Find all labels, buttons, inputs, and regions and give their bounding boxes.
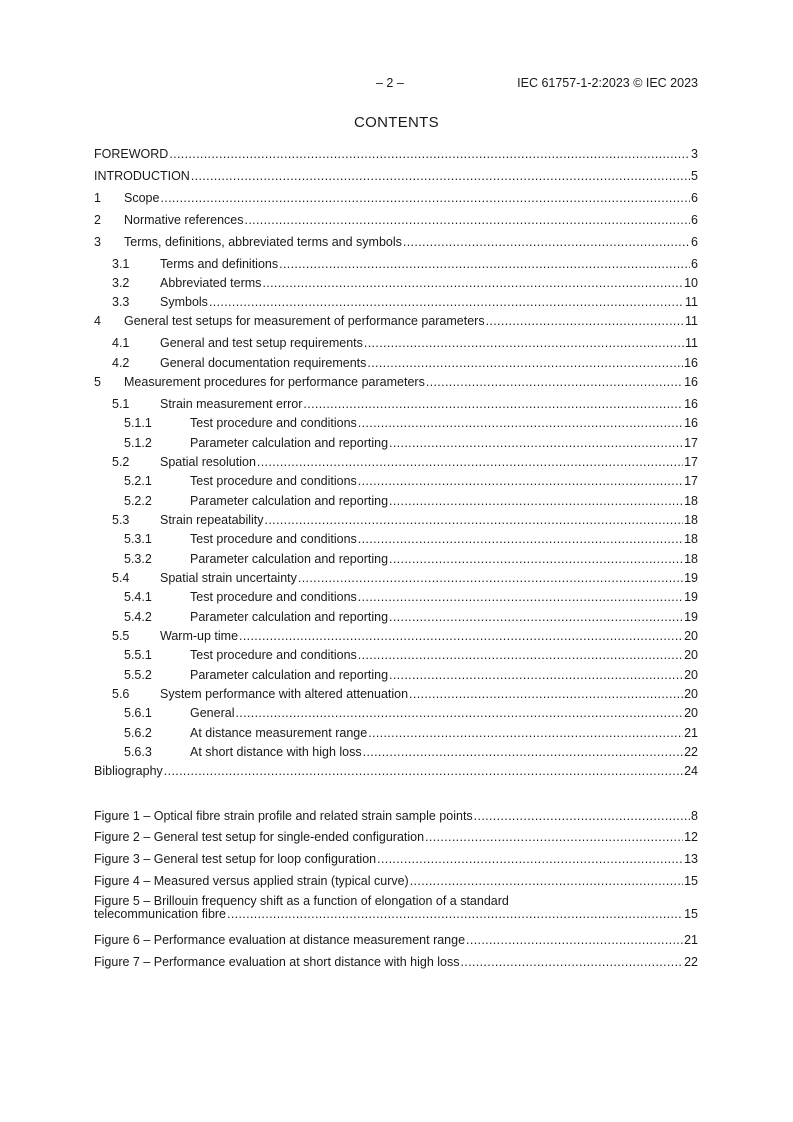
toc-entry-number: 5.3.2 — [124, 552, 152, 566]
toc-entry[interactable] — [94, 454, 698, 470]
dot-leader — [227, 908, 683, 921]
dot-leader — [389, 493, 683, 509]
dot-leader — [368, 725, 683, 741]
figure-entry[interactable] — [94, 873, 698, 889]
dot-leader — [169, 146, 690, 162]
dot-leader — [160, 190, 690, 206]
toc-entry[interactable] — [94, 570, 698, 586]
toc-entry[interactable] — [94, 256, 698, 272]
toc-entry[interactable] — [94, 667, 698, 683]
figure-entry-page: 13 — [684, 852, 698, 866]
toc-entry-number: 5.2.1 — [124, 474, 152, 488]
dot-leader — [389, 667, 683, 683]
figure-entry-title: Figure 2 – General test setup for single-ended configuration — [94, 830, 425, 844]
toc-entry-title: Strain measurement error — [160, 397, 303, 411]
dot-leader — [403, 234, 690, 250]
figure-entry-title: Figure 7 – Performance evaluation at short distance with high loss — [94, 955, 460, 969]
dot-leader — [191, 168, 690, 184]
toc-entry-page: 20 — [684, 668, 698, 682]
toc-entry-page: 18 — [684, 532, 698, 546]
dot-leader — [358, 647, 683, 663]
dot-leader — [389, 609, 683, 625]
dot-leader — [426, 374, 683, 390]
toc-entry-title: Test procedure and conditions — [190, 590, 357, 604]
toc-entry-title: Strain repeatability — [160, 513, 264, 527]
figure-entry-title: Figure 5 – Brillouin frequency shift as a function of elongation of a standard — [94, 894, 509, 908]
contents-title: CONTENTS — [354, 114, 439, 131]
toc-entry-number: 4.2 — [112, 356, 130, 370]
toc-entry-page: 21 — [684, 726, 698, 740]
dot-leader — [279, 256, 690, 272]
toc-entry-page: 20 — [684, 648, 698, 662]
figure-entry-title-cont: telecommunication fibre — [94, 907, 227, 921]
toc-entry-page: 16 — [684, 356, 698, 370]
dot-leader — [235, 705, 683, 721]
toc-entry-title: At distance measurement range — [190, 726, 368, 740]
dot-leader — [358, 531, 683, 547]
dot-leader — [239, 628, 683, 644]
toc-entry-page: 17 — [684, 474, 698, 488]
dot-leader — [257, 454, 683, 470]
toc-entry-page: 20 — [684, 629, 698, 643]
toc-entry-title: Abbreviated terms — [160, 276, 262, 290]
toc-entry-number: 5.4.2 — [124, 610, 152, 624]
toc-entry-number: 4.1 — [112, 336, 130, 350]
toc-entry-page: 18 — [684, 513, 698, 527]
figure-entry-page: 15 — [684, 874, 698, 888]
figure-entry[interactable] — [94, 808, 698, 824]
toc-entry[interactable] — [94, 313, 698, 329]
toc-entry-number: 5.1.1 — [124, 416, 152, 430]
toc-entry-number: 1 — [94, 191, 101, 205]
toc-entry[interactable] — [94, 493, 698, 509]
dot-leader — [486, 313, 684, 329]
figure-entry-page: 8 — [691, 809, 698, 823]
figure-entry-title: Figure 1 – Optical fibre strain profile and related strain sample points — [94, 809, 473, 823]
toc-entry-number: 5.1.2 — [124, 436, 152, 450]
figure-entry[interactable] — [94, 851, 698, 867]
dot-leader — [358, 473, 683, 489]
toc-entry[interactable] — [94, 551, 698, 567]
dot-leader — [298, 570, 683, 586]
toc-entry-page: 17 — [684, 455, 698, 469]
toc-entry[interactable] — [94, 146, 698, 162]
toc-entry-number: 5.6.1 — [124, 706, 152, 720]
toc-entry[interactable] — [94, 512, 698, 528]
toc-entry-page: 22 — [684, 745, 698, 759]
toc-entry-title: Parameter calculation and reporting — [190, 610, 389, 624]
dot-leader — [164, 763, 683, 779]
toc-entry-number: 5.6.3 — [124, 745, 152, 759]
toc-entry-number: 2 — [94, 213, 101, 227]
toc-entry-number: 5.1 — [112, 397, 130, 411]
toc-entry-title: Terms and definitions — [160, 257, 279, 271]
figure-entry[interactable] — [94, 829, 698, 845]
figure-entry-page: 22 — [684, 955, 698, 969]
figure-entry-title: Figure 3 – General test setup for loop configuration — [94, 852, 377, 866]
page-number: – 2 – — [376, 76, 404, 90]
toc-entry-title: Test procedure and conditions — [190, 648, 357, 662]
toc-entry[interactable] — [94, 415, 698, 431]
figure-entry-page: 15 — [684, 907, 698, 921]
toc-entry-title: Parameter calculation and reporting — [190, 436, 389, 450]
document-reference: IEC 61757-1-2:2023 © IEC 2023 — [517, 76, 698, 90]
dot-leader — [466, 932, 683, 948]
toc-entry-number: 5.3 — [112, 513, 130, 527]
dot-leader — [389, 435, 683, 451]
dot-leader — [377, 851, 683, 867]
toc-entry-page: 24 — [684, 764, 698, 778]
toc-entry-page: 16 — [684, 397, 698, 411]
dot-leader — [367, 355, 683, 371]
toc-entry[interactable] — [94, 396, 698, 412]
toc-entry-page: 18 — [684, 552, 698, 566]
toc-entry-title: INTRODUCTION — [94, 169, 190, 183]
toc-entry-title: Test procedure and conditions — [190, 474, 357, 488]
toc-entry-title: General and test setup requirements — [160, 336, 363, 350]
toc-entry-title: General documentation requirements — [160, 356, 367, 370]
dot-leader — [364, 335, 684, 351]
toc-entry-title: Test procedure and conditions — [190, 532, 357, 546]
toc-entry-page: 6 — [691, 257, 698, 271]
toc-entry-page: 5 — [691, 169, 698, 183]
toc-entry[interactable] — [94, 190, 698, 206]
toc-entry-number: 3.1 — [112, 257, 130, 271]
toc-entry-title: Spatial strain uncertainty — [160, 571, 297, 585]
toc-entry[interactable] — [94, 628, 698, 644]
toc-entry-page: 6 — [691, 191, 698, 205]
toc-entry[interactable] — [94, 725, 698, 741]
toc-entry-title: Parameter calculation and reporting — [190, 494, 389, 508]
toc-entry-title: Parameter calculation and reporting — [190, 668, 389, 682]
dot-leader — [389, 551, 683, 567]
toc-entry-page: 11 — [685, 336, 698, 350]
toc-entry[interactable] — [94, 435, 698, 451]
dot-leader — [265, 512, 684, 528]
toc-entry-number: 5.6 — [112, 687, 130, 701]
toc-entry-page: 16 — [684, 416, 698, 430]
toc-entry[interactable] — [94, 168, 698, 184]
toc-entry-title: System performance with altered attenuation — [160, 687, 409, 701]
toc-entry-title: Spatial resolution — [160, 455, 256, 469]
dot-leader — [358, 589, 683, 605]
toc-entry[interactable] — [94, 212, 698, 228]
dot-leader — [245, 212, 691, 228]
figure-entry[interactable] — [94, 932, 698, 948]
dot-leader — [262, 275, 683, 291]
toc-entry[interactable] — [94, 589, 698, 605]
toc-entry[interactable] — [94, 473, 698, 489]
toc-entry-page: 19 — [684, 590, 698, 604]
toc-entry-number: 3.3 — [112, 295, 130, 309]
toc-entry-number: 5.2 — [112, 455, 130, 469]
toc-entry-title: Symbols — [160, 295, 208, 309]
toc-entry-number: 3.2 — [112, 276, 130, 290]
dot-leader — [209, 294, 684, 310]
toc-entry-page: 6 — [691, 235, 698, 249]
toc-entry-title: General test setups for measurement of performance parameters — [124, 314, 485, 328]
toc-entry-number: 5 — [94, 375, 101, 389]
toc-entry-page: 11 — [685, 314, 698, 328]
toc-entry-title: Bibliography — [94, 764, 163, 778]
toc-entry-title: Scope — [124, 191, 160, 205]
toc-entry-page: 10 — [684, 276, 698, 290]
toc-entry-number: 5.5 — [112, 629, 130, 643]
dot-leader — [460, 954, 683, 970]
toc-entry-page: 11 — [685, 295, 698, 309]
figure-entry-title: Figure 4 – Measured versus applied strain (typical curve) — [94, 874, 409, 888]
toc-entry-page: 17 — [684, 436, 698, 450]
toc-entry-number: 4 — [94, 314, 101, 328]
toc-entry-title: Normative references — [124, 213, 244, 227]
toc-entry-title: Warm-up time — [160, 629, 239, 643]
toc-entry[interactable] — [94, 294, 698, 310]
toc-entry[interactable] — [94, 647, 698, 663]
figure-entry[interactable] — [94, 954, 698, 970]
toc-entry-number: 5.4 — [112, 571, 130, 585]
toc-entry[interactable] — [94, 355, 698, 371]
toc-entry[interactable] — [94, 531, 698, 547]
toc-entry-page: 16 — [684, 375, 698, 389]
dot-leader — [474, 808, 690, 824]
dot-leader — [363, 744, 683, 760]
toc-entry-title: Measurement procedures for performance parameters — [124, 375, 425, 389]
toc-entry[interactable] — [94, 374, 698, 390]
toc-entry-page: 19 — [684, 571, 698, 585]
toc-entry-number: 3 — [94, 235, 101, 249]
dot-leader — [410, 873, 683, 889]
toc-entry-number: 5.4.1 — [124, 590, 152, 604]
figure-entry[interactable] — [94, 895, 698, 921]
toc-entry[interactable] — [94, 763, 698, 779]
toc-entry-number: 5.3.1 — [124, 532, 152, 546]
toc-entry-number: 5.5.1 — [124, 648, 152, 662]
toc-entry[interactable] — [94, 686, 698, 702]
figure-entry-title: Figure 6 – Performance evaluation at distance measurement range — [94, 933, 466, 947]
toc-entry-page: 18 — [684, 494, 698, 508]
figure-entry-continuation — [94, 908, 698, 921]
toc-entry-title: Test procedure and conditions — [190, 416, 357, 430]
toc-entry-number: 5.6.2 — [124, 726, 152, 740]
dot-leader — [303, 396, 683, 412]
toc-entry-title: Terms, definitions, abbreviated terms and symbols — [124, 235, 402, 249]
toc-entry-page: 20 — [684, 706, 698, 720]
dot-leader — [409, 686, 683, 702]
toc-entry[interactable] — [94, 705, 698, 721]
figure-entry-page: 12 — [684, 830, 698, 844]
toc-entry-page: 20 — [684, 687, 698, 701]
dot-leader — [425, 829, 683, 845]
toc-entry-page: 6 — [691, 213, 698, 227]
toc-entry[interactable] — [94, 275, 698, 291]
toc-entry[interactable] — [94, 744, 698, 760]
toc-entry-title: General — [190, 706, 235, 720]
toc-entry[interactable] — [94, 609, 698, 625]
toc-entry-title: At short distance with high loss — [190, 745, 362, 759]
toc-entry-page: 19 — [684, 610, 698, 624]
dot-leader — [358, 415, 683, 431]
toc-entry-number: 5.2.2 — [124, 494, 152, 508]
toc-entry-page: 3 — [691, 147, 698, 161]
toc-entry-number: 5.5.2 — [124, 668, 152, 682]
figure-entry-page: 21 — [684, 933, 698, 947]
toc-entry-title: FOREWORD — [94, 147, 169, 161]
toc-entry[interactable] — [94, 234, 698, 250]
toc-entry[interactable] — [94, 335, 698, 351]
toc-entry-title: Parameter calculation and reporting — [190, 552, 389, 566]
